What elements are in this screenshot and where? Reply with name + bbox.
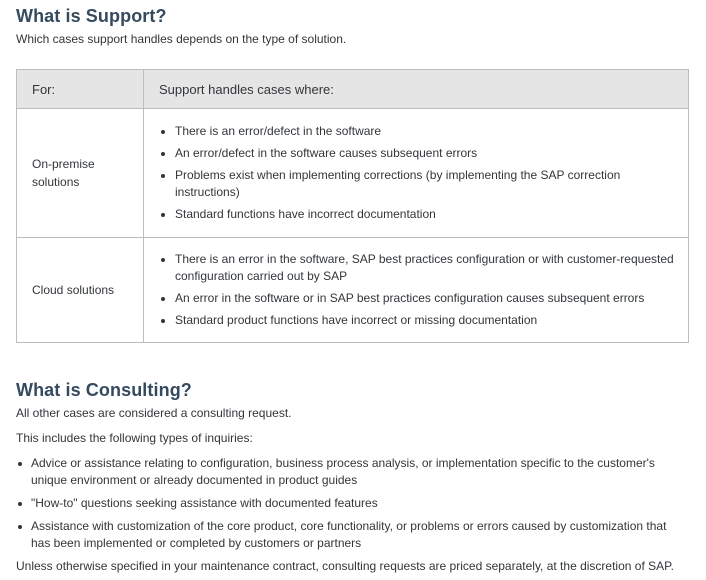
row-label: Cloud solutions [32, 283, 115, 297]
support-heading: What is Support? [16, 6, 167, 26]
list-item: An error in the software or in SAP best practices configuration causes subsequent errors [159, 290, 688, 307]
list-item: There is an error/defect in the software [159, 123, 688, 140]
consulting-heading: What is Consulting? [16, 380, 192, 400]
list-item: Assistance with customization of the core product, core functionality, or problems or errors caused by customization that has been implemented or completed by customers or partners [16, 518, 692, 552]
list-item: "How-to" questions seeking assistance with documented features [16, 495, 692, 512]
cases-list [159, 251, 688, 329]
table-row [17, 109, 689, 238]
column-header-for: For: [17, 70, 144, 109]
consulting-inquiry-types: This includes the following types of inquiries: [16, 431, 253, 445]
row-label-cell [17, 238, 144, 343]
row-label: On-premise solutions [32, 157, 95, 189]
consulting-pricing-note: Unless otherwise specified in your maintenance contract, consulting requests are priced separately, at the discretion of SAP. [16, 559, 674, 573]
table-header-row [17, 70, 689, 109]
support-table [16, 69, 689, 343]
list-item: Standard product functions have incorrect or missing documentation [159, 312, 688, 329]
consulting-intro: All other cases are considered a consulting request. [16, 406, 292, 420]
list-item: An error/defect in the software causes subsequent errors [159, 145, 688, 162]
row-cases-cell [144, 109, 689, 238]
cases-list [159, 123, 688, 223]
row-label-cell [17, 109, 144, 238]
row-cases-cell [144, 238, 689, 343]
list-item: Problems exist when implementing corrections (by implementing the SAP correction instructions) [159, 167, 688, 201]
column-header-cases: Support handles cases where: [144, 70, 689, 109]
list-item: Advice or assistance relating to configuration, business process analysis, or implementation specific to the customer's unique environment or already documented in product guides [16, 455, 692, 489]
list-item: Standard functions have incorrect documentation [159, 206, 688, 223]
support-intro: Which cases support handles depends on the type of solution. [16, 32, 347, 46]
list-item: There is an error in the software, SAP best practices configuration or with customer-requested configuration carried out by SAP [159, 251, 688, 285]
table-row [17, 238, 689, 343]
consulting-list [16, 455, 692, 552]
